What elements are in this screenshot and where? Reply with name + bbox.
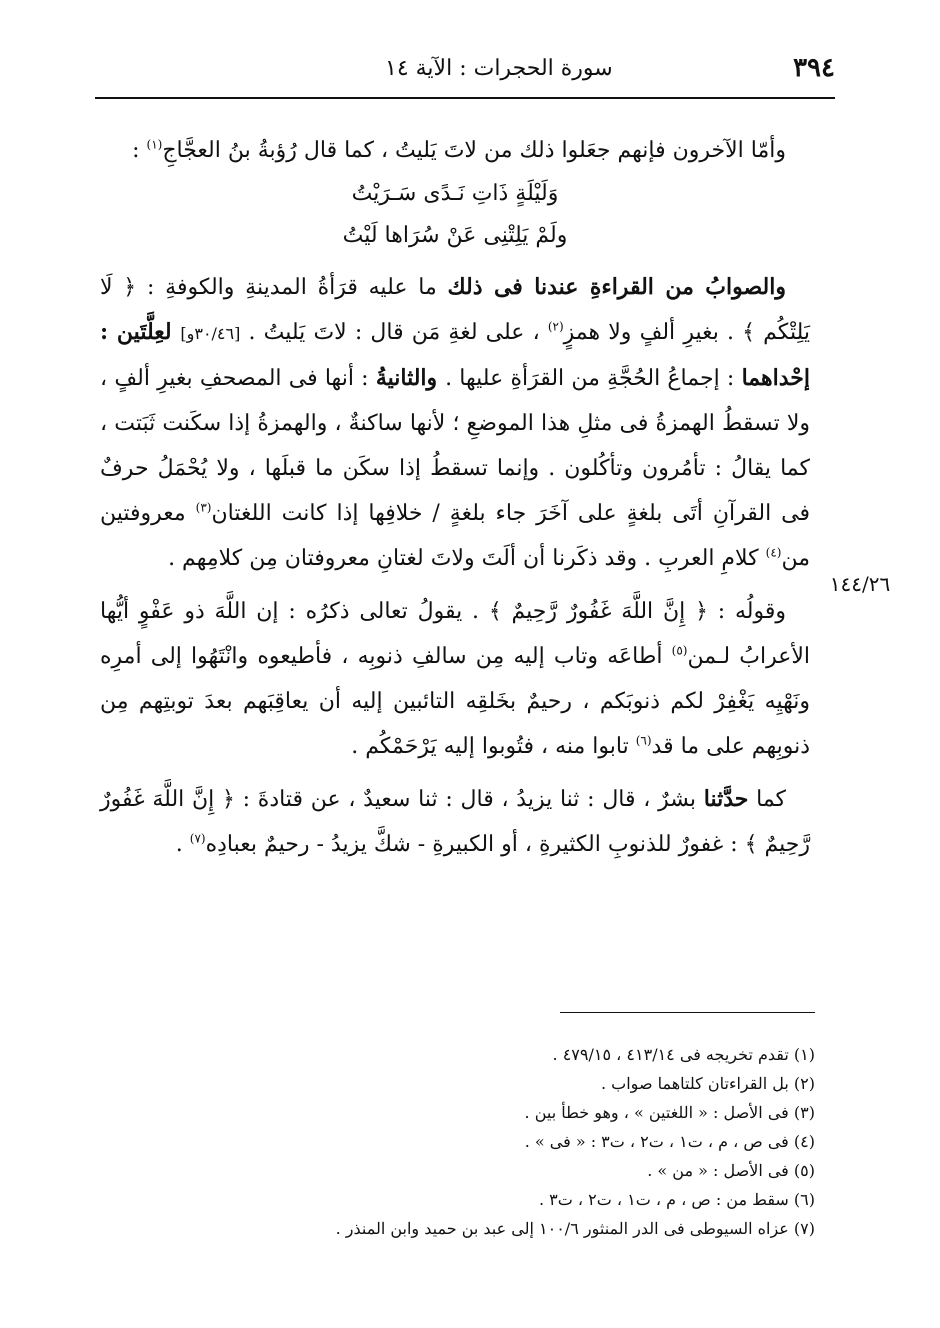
paragraph-3 bbox=[100, 589, 810, 769]
footnote-ref-5: (٥) bbox=[671, 643, 688, 658]
manuscript-ref: [٣٠/٤٦و] bbox=[180, 324, 241, 343]
main-text bbox=[100, 128, 810, 867]
paragraph-2-lead: والصوابُ من القراءةِ عندنا فى ذلك bbox=[447, 274, 786, 300]
paragraph-4 bbox=[100, 777, 810, 867]
paragraph-3-text-a: وقولُه : ﴿ إِنَّ اللَّهَ غَفُورٌ رَّحِيمٌ ﴾ . يقولُ تعالى ذكرُه : إن اللَّهَ ذو عَفْوٍ أيُّها الأعرابُ لـمن bbox=[100, 599, 810, 669]
footnote-ref-1: (١) bbox=[146, 137, 163, 152]
paragraph-3-text-c: تابوا منه ، فتُوبوا إليه يَرْحَمْكُم . bbox=[351, 734, 636, 759]
paragraph-2-text-b: ، على لغةِ مَن قال : لاتَ يَليتُ . bbox=[240, 320, 548, 345]
footnote: (٧) عزاه السيوطى فى الدر المنثور ١٠٠/٦ إلى عبد بن حميد وابن المنذر . bbox=[335, 1219, 815, 1238]
footnote-ref-3: (٣) bbox=[195, 500, 212, 515]
footnote: (٢) بل القراءتان كلتاهما صواب . bbox=[601, 1074, 815, 1093]
paragraph-2 bbox=[100, 265, 810, 581]
footnote: (١) تقدم تخريجه فى ٤١٣/١٤ ، ٤٧٩/١٥ . bbox=[552, 1045, 815, 1064]
page-header bbox=[95, 48, 835, 88]
paragraph-2-text-c: : إجماعُ الحُجَّةِ من القرَأةِ عليها . bbox=[445, 366, 742, 391]
paragraph-4-text-b: بشرٌ ، قال : ثنا يزيدُ ، قال : ثنا سعيدٌ ، عن قتادةَ : ﴿ إِنَّ اللَّهَ غَفُورٌ رَّحِيمٌ ﴾ : غفورٌ للذنوبِ الكثيرةِ ، أو الكبيرةِ - شكَّ يزيدُ - رحيمٌ بعبادِه bbox=[100, 787, 810, 857]
paragraph-4-text-a: كما bbox=[748, 787, 787, 812]
footnote-ref-7: (٧) bbox=[189, 831, 206, 846]
paragraph-4-hadith-lead: حدَّثنا bbox=[703, 786, 749, 812]
paragraph-2-text-d: : أنها فى المصحفِ بغيرِ ألفٍ ، ولا تسقطُ الهمزةُ فى مثلِ هذا الموضعِ ؛ لأنها ساكنةٌ ، والهمزةُ إذا سكَنت ثَبَتت ، كما يقالُ : تأمُرون وتأكُلون . وإنما تسقطُ إذا سكَن ما قبلَها ، ولا يُحْمَلُ حرفٌ فى القرآنِ أتَى بلغةٍ على آخَرَ جاء بلغةٍ / خلافِها إذا كانت اللغتان bbox=[100, 366, 810, 526]
paragraph-2-second: والثانيةُ bbox=[375, 365, 446, 391]
footnote: (٦) سقط من : ص ، م ، ت١ ، ت٢ ، ت٣ . bbox=[538, 1190, 815, 1209]
footnote-ref-4: (٤) bbox=[765, 545, 782, 560]
verse-line-1: وَلَيْلَةٍ ذَاتِ نَـدًى سَـرَيْتُ bbox=[351, 181, 559, 206]
paragraph-2-reasons: لعِلَّتَين : إحْداهما bbox=[100, 319, 810, 391]
paragraph-2-text-a: ما عليه قرَأةُ المدينةِ والكوفةِ : ﴿ لَا يَلِتْكُم ﴾ . بغيرِ ألفٍ ولا همزٍ bbox=[100, 275, 810, 345]
page-number: ٣٩٤ bbox=[793, 53, 835, 83]
paragraph-2-text-e: معروفتين من bbox=[100, 501, 810, 571]
paragraph-1-end: : bbox=[132, 138, 147, 163]
paragraph-4-text-c: . bbox=[175, 832, 190, 857]
paragraph-1-text: وأمّا الآخرون فإنهم جعَلوا ذلك من لاتَ يَليتُ ، كما قال رُؤبةُ بنُ العجَّاجِ bbox=[162, 138, 786, 163]
paragraph-2-text-f: كلامِ العربِ . وقد ذكَرنا أن ألَتَ ولاتَ لغتانِ معروفتان مِن كلامِهم . bbox=[168, 546, 766, 571]
header-rule bbox=[95, 97, 835, 99]
margin-page-ref: ١٤٤/٢٦ bbox=[829, 572, 891, 596]
footnote-ref-6: (٦) bbox=[635, 733, 652, 748]
footnote: (٣) فى الأصل : « اللغتين » ، وهو خطأ بين . bbox=[524, 1103, 815, 1122]
footnote-ref-2: (٢) bbox=[547, 319, 564, 334]
footnotes bbox=[160, 1040, 815, 1243]
footnote: (٥) فى الأصل : « من » . bbox=[647, 1161, 815, 1180]
paragraph-3-text-b: أطاعَه وتاب إليه مِن سالفِ ذنوبِه ، فأطيعوه وانْتَهُوا إلى أمرِه ونَهْيِه يَغْفِرْ لكم ذنوبَكم ، رحيمٌ بخَلقِه التائبين إليه أن يعاقِبَهم بعدَ توبتِهم مِن ذنوبِهم على ما قد bbox=[100, 644, 810, 759]
running-title: سورة الحجرات : الآية ١٤ bbox=[385, 55, 613, 81]
verse-line-2: ولَمْ يَلِتْنِى عَنْ سُرَاها لَيْتُ bbox=[342, 223, 568, 248]
footnote-rule bbox=[560, 1012, 815, 1013]
footnote: (٤) فى ص ، م ، ت١ ، ت٢ ، ت٣ : « فى » . bbox=[524, 1132, 815, 1151]
paragraph-1 bbox=[100, 128, 810, 173]
